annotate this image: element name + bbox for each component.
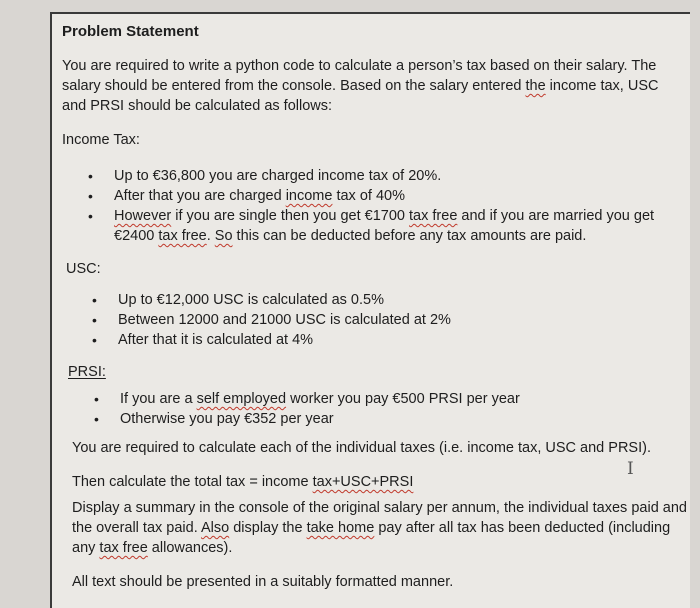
bullet-icon: •	[88, 188, 93, 204]
list-item: • If you are a self employed worker you pay €500 PRSI per year	[94, 391, 520, 407]
instruction-calc: You are required to calculate each of the individual taxes (i.e. income tax, USC and PRSI).	[72, 440, 651, 456]
income-tax-list	[88, 166, 682, 246]
prsi-list	[94, 389, 680, 429]
bullet-icon: •	[92, 312, 97, 328]
intro-paragraph	[62, 56, 682, 116]
bullet-icon: •	[94, 411, 99, 427]
intro-text: You are required to write a python code to calculate a person’s tax based on their salary. The salary should be entered from the console. Based on the salary entered	[62, 58, 657, 94]
bullet-icon: •	[88, 208, 93, 224]
intro-text-end: income tax, USC and PRSI should be calculated as follows:	[62, 78, 659, 114]
list-item: • After that you are charged income tax of 40%	[88, 188, 405, 204]
list-item: • Between 12000 and 21000 USC is calculated at 2%	[92, 312, 451, 328]
usc-list	[92, 290, 678, 350]
bullet-icon: •	[92, 292, 97, 308]
bullet-icon: •	[88, 168, 93, 184]
instruction-summary: Display a summary in the console of the original salary per annum, the individual taxes paid and the overall tax paid. Also display the take home pay after all tax has been deducted (including any tax free allowances).	[72, 500, 687, 556]
instruction-format: All text should be presented in a suitably formatted manner.	[72, 574, 454, 590]
instruction-total: Then calculate the total tax = income tax+USC+PRSI	[72, 474, 414, 490]
list-item: • However if you are single then you get €1700 tax free and if you are married you get €2400 tax free. So this can be deducted before any tax amounts are paid.	[88, 208, 655, 244]
bullet-icon: •	[94, 391, 99, 407]
document-page	[50, 12, 690, 608]
list-item: • Up to €36,800 you are charged income tax of 20%.	[88, 168, 442, 184]
text-cursor-icon: I	[627, 459, 634, 479]
list-item: • After that it is calculated at 4%	[92, 332, 314, 348]
prsi-label: PRSI:	[68, 364, 106, 380]
intro-flagged-word: the	[525, 78, 546, 94]
bullet-icon: •	[92, 332, 97, 348]
usc-label: USC:	[66, 261, 101, 277]
list-item: • Up to €12,000 USC is calculated as 0.5%	[92, 292, 384, 308]
income-tax-label: Income Tax:	[62, 132, 140, 148]
page-title: Problem Statement	[62, 23, 199, 40]
list-item: • Otherwise you pay €352 per year	[94, 411, 334, 427]
